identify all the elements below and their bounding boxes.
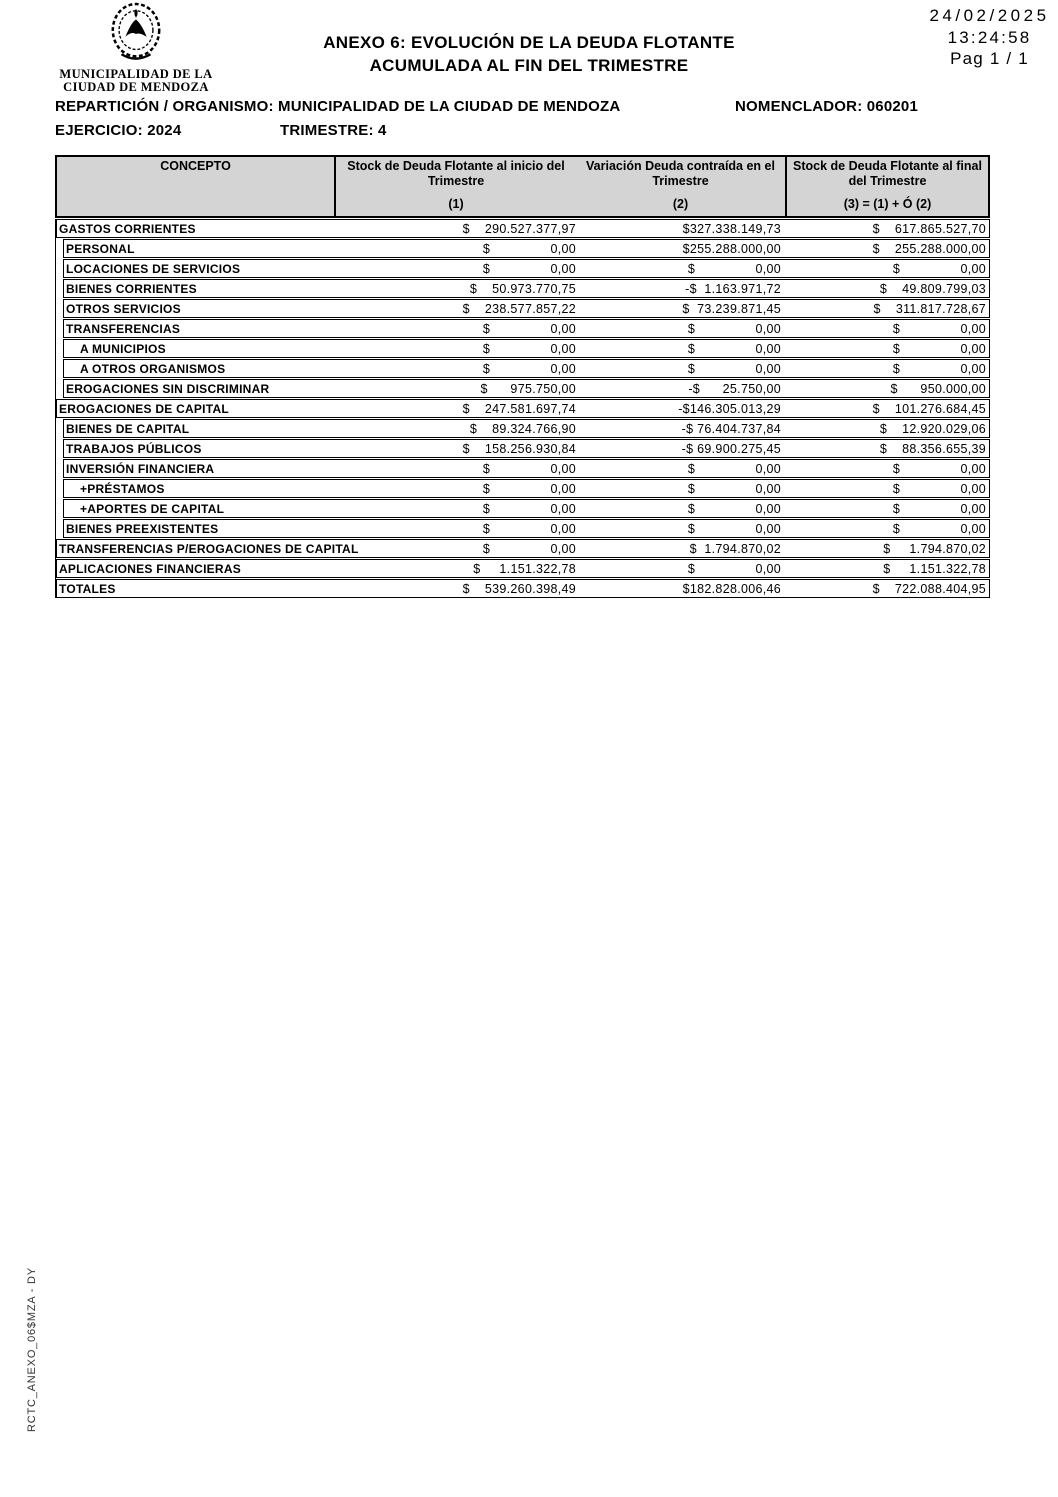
table-row [63,299,990,318]
table-row [63,379,990,398]
row-final: $ 88.356.655,39 [879,442,986,456]
header-concepto: CONCEPTO [160,159,231,173]
row-final: $ 49.809.799,03 [879,282,986,296]
table-row [56,539,990,558]
page-title-line1: ANEXO 6: EVOLUCIÓN DE LA DEUDA FLOTANTE [323,33,735,52]
row-concepto: BIENES CORRIENTES [66,282,197,296]
row-concepto: PERSONAL [66,242,135,256]
row-inicio: $ 0,00 [482,522,576,536]
row-final: $ 0,00 [892,482,986,496]
row-concepto: GASTOS CORRIENTES [59,222,196,236]
row-concepto: +APORTES DE CAPITAL [80,502,225,516]
row-concepto: A OTROS ORGANISMOS [80,362,226,376]
table-row [63,439,990,458]
row-concepto: BIENES DE CAPITAL [66,422,190,436]
row-inicio: $ 238.577.857,22 [462,302,576,316]
page-number: Pag 1 / 1 [950,49,1029,68]
row-inicio: $ 0,00 [482,542,576,556]
print-date: 24/02/2025 [929,6,1050,25]
table-row [63,239,990,258]
row-concepto: APLICACIONES FINANCIERAS [59,562,242,576]
row-variacion: $ 73.239.871,45 [682,302,781,316]
page-title-line2: ACUMULADA AL FIN DEL TRIMESTRE [369,56,689,75]
row-final: $ 722.088.404,95 [872,582,986,596]
row-inicio: $ 0,00 [482,362,576,376]
row-variacion: -$ 1.163.971,72 [685,282,781,296]
row-concepto: TRANSFERENCIAS P/EROGACIONES DE CAPITAL [59,542,359,556]
row-variacion: $ 0,00 [687,482,781,496]
header-stock-inicio: Stock de Deuda Flotante al inicio del Trimestre (1) [334,157,576,216]
row-inicio: $ 0,00 [482,462,576,476]
row-variacion: $ 1.794.870,02 [689,542,781,556]
debt-evolution-table [55,155,990,598]
table-row [56,219,990,238]
row-variacion: $ 0,00 [687,342,781,356]
table-row [63,419,990,438]
row-concepto: +PRÉSTAMOS [80,482,165,496]
table-row [56,579,990,598]
row-final: $ 617.865.527,70 [872,222,986,236]
table-body [55,219,990,598]
row-inicio: $ 247.581.697,74 [462,402,576,416]
ejercicio-label: EJERCICIO: 2024 [55,122,182,139]
row-variacion: -$146.305.013,29 [678,402,781,416]
row-concepto: LOCACIONES DE SERVICIOS [66,262,241,276]
row-final: $ 1.151.322,78 [883,562,986,576]
table-header-row [55,155,990,218]
table-row [56,559,990,578]
row-variacion: $ 0,00 [687,262,781,276]
nomenclador-label: NOMENCLADOR: 060201 [735,98,919,115]
row-inicio: $ 0,00 [482,502,576,516]
row-inicio: $ 89.324.766,90 [469,422,576,436]
row-final: $ 0,00 [892,322,986,336]
row-variacion: $ 0,00 [687,502,781,516]
document-code: RCTC_ANEXO_06$MZA - DY [26,1267,38,1432]
row-variacion: $ 0,00 [687,562,781,576]
org-name-line2: CIUDAD DE MENDOZA [63,80,209,94]
row-variacion: $ 0,00 [687,462,781,476]
row-concepto: TOTALES [59,582,116,596]
row-variacion: -$ 69.900.275,45 [681,442,781,456]
row-variacion: $ 0,00 [687,522,781,536]
row-concepto: INVERSIÓN FINANCIERA [66,462,215,476]
row-inicio: $ 975.750,00 [480,382,576,396]
table-row [63,479,990,498]
row-inicio: $ 50.973.770,75 [469,282,576,296]
table-row [63,259,990,278]
row-variacion: $255.288.000,00 [682,242,781,256]
row-final: $ 0,00 [892,362,986,376]
row-inicio: $ 0,00 [482,242,576,256]
org-name-line1: MUNICIPALIDAD DE LA [59,67,213,81]
row-final: $ 1.794.870,02 [883,542,986,556]
row-inicio: $ 0,00 [482,322,576,336]
row-concepto: EROGACIONES DE CAPITAL [59,402,229,416]
table-row [63,459,990,478]
row-inicio: $ 0,00 [482,262,576,276]
reparticion-label: REPARTICIÓN / ORGANISMO: MUNICIPALIDAD DE LA CIUDAD DE MENDOZA [55,98,621,115]
row-concepto: OTROS SERVICIOS [66,302,181,316]
row-inicio: $ 1.151.322,78 [473,562,576,576]
row-final: $ 0,00 [892,342,986,356]
row-final: $ 0,00 [892,262,986,276]
print-time: 13:24:58 [947,27,1032,47]
page-title [0,31,1058,77]
row-final: $ 0,00 [892,502,986,516]
row-final: $ 311.817.728,67 [873,302,986,316]
row-final: $ 101.276.684,45 [872,402,986,416]
row-variacion: -$ 76.404.737,84 [681,422,781,436]
row-final: $ 0,00 [892,462,986,476]
row-final: $ 12.920.029,06 [879,422,986,436]
print-info [902,5,1058,70]
table-row [63,319,990,338]
row-variacion: -$ 25.750,00 [688,382,781,396]
row-inicio: $ 0,00 [482,482,576,496]
row-final: $ 255.288.000,00 [872,242,986,256]
table-row [56,399,990,418]
report-meta [55,98,1015,144]
table-row [63,499,990,518]
row-concepto: TRABAJOS PÚBLICOS [66,442,202,456]
row-inicio: $ 290.527.377,97 [462,222,576,236]
row-concepto: TRANSFERENCIAS [66,322,181,336]
row-concepto: BIENES PREEXISTENTES [66,522,219,536]
table-row [63,519,990,538]
row-final: $ 950.000,00 [890,382,986,396]
row-variacion: $ 0,00 [687,362,781,376]
row-concepto: A MUNICIPIOS [80,342,166,356]
row-final: $ 0,00 [892,522,986,536]
row-inicio: $ 539.260.398,49 [462,582,576,596]
table-row [63,359,990,378]
row-concepto: EROGACIONES SIN DISCRIMINAR [66,382,270,396]
row-inicio: $ 158.256.930,84 [462,442,576,456]
table-row [63,279,990,298]
header-variacion: Variación Deuda contraída en el Trimestre (2) [586,159,775,211]
row-inicio: $ 0,00 [482,342,576,356]
table-row [63,339,990,358]
header-stock-final: Stock de Deuda Flotante al final del Trimestre (3) = (1) + Ó (2) [785,157,988,216]
row-variacion: $327.338.149,73 [682,222,781,236]
row-variacion: $ 0,00 [687,322,781,336]
trimestre-label: TRIMESTRE: 4 [280,122,387,139]
row-variacion: $182.828.006,46 [682,582,781,596]
